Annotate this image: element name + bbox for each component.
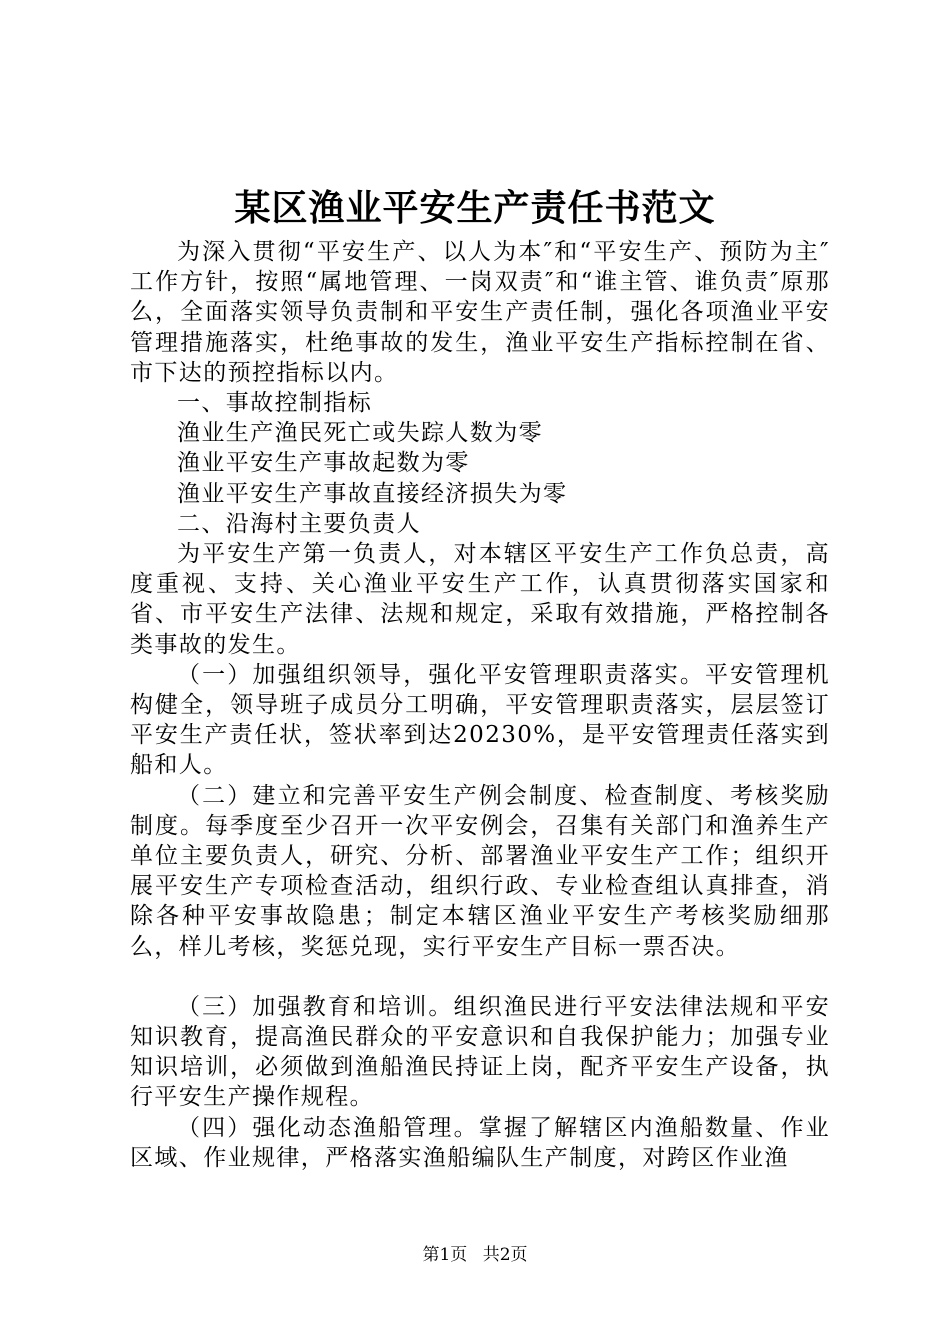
indicator-item: 渔业平安生产事故直接经济损失为零 xyxy=(177,480,568,507)
paragraph-gap xyxy=(130,962,830,992)
clause-paragraph-1: （一）加强组织领导，强化平安管理职责落实。平安管理机构健全，领导班子成员分工明确，平安管理职责落实，层层签订平安生产责任状，签状率到达20230%，是平安管理责任落实到船和人。 xyxy=(130,661,830,779)
indicator-item: 渔业生产渔民死亡或失踪人数为零 xyxy=(177,420,543,447)
page-footer xyxy=(0,1244,950,1266)
clause-paragraph-3: （三）加强教育和培训。组织渔民进行平安法律法规和平安知识教育，提高渔民群众的平安意识和自我保护能力；加强专业知识培训，必须做到渔船渔民持证上岗，配齐平安生产设备，执行平安生产操作规程。 xyxy=(130,993,830,1111)
section-heading-1: 一、事故控制指标 xyxy=(177,390,373,417)
document-body xyxy=(130,237,830,1173)
indicator-item: 渔业平安生产事故起数为零 xyxy=(177,450,470,477)
clause-paragraph-4: （四）强化动态渔船管理。掌握了解辖区内渔船数量、作业区域、作业规律，严格落实渔船编队生产制度，对跨区作业渔 xyxy=(130,1114,830,1171)
body-paragraph: 为平安生产第一负责人，对本辖区平安生产工作负总责，高度重视、支持、关心渔业平安生产工作，认真贯彻落实国家和省、市平安生产法律、法规和规定，采取有效措施，严格控制各类事故的发生。 xyxy=(130,541,830,658)
page-number: 第1页 xyxy=(422,1245,468,1265)
section-heading-2: 二、沿海村主要负责人 xyxy=(177,510,421,537)
clause-paragraph-2: （二）建立和完善平安生产例会制度、检查制度、考核奖励制度。每季度至少召开一次平安例会，召集有关部门和渔养生产单位主要负责人，研究、分析、部署渔业平安生产工作；组织开展平安生产专项检查活动，组织行政、专业检查组认真排查，消除各种平安事故隐患；制定本辖区渔业平安生产考核奖励细那么，样儿考核，奖惩兑现，实行平安生产目标一票否决。 xyxy=(130,782,830,960)
intro-paragraph: 为深入贯彻“平安生产、以人为本″和“平安生产、预防为主″工作方针，按照“属地管理、一岗双责″和“谁主管、谁负责″原那么，全面落实领导负责制和平安生产责任制，强化各项渔业平安管理措施落实，杜绝事故的发生，渔业平安生产指标控制在省、市下达的预控指标以内。 xyxy=(130,239,830,386)
page-total: 共2页 xyxy=(482,1245,528,1265)
document-title: 某区渔业平安生产责任书范文 xyxy=(234,187,716,229)
